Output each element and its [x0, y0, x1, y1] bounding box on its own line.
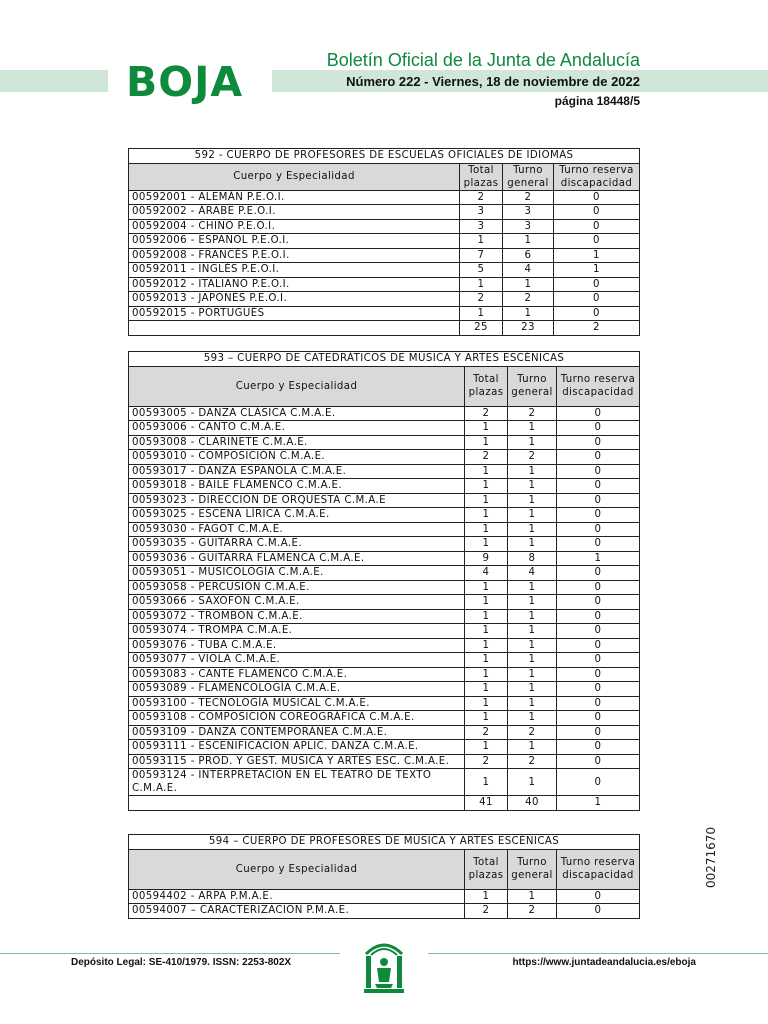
table-row	[129, 711, 640, 726]
total-plazas: 41	[465, 796, 508, 811]
general-cell: 3	[503, 205, 554, 220]
col-total: Total plazas	[465, 366, 508, 406]
total-cell: 1	[465, 889, 508, 904]
col-especialidad: Cuerpo y Especialidad	[129, 163, 460, 190]
total-cell: 1	[465, 682, 508, 697]
especialidad-cell: 00593036 - GUITARRA FLAMENCA C.M.A.E.	[129, 551, 465, 566]
total-general: 40	[508, 796, 557, 811]
total-cell: 1	[465, 653, 508, 668]
especialidad-cell: 00592011 - INGLÉS P.E.O.I.	[129, 263, 460, 278]
especialidad-cell: 00592002 - ÁRABE P.E.O.I.	[129, 205, 460, 220]
table-row	[129, 421, 640, 436]
table-row	[129, 696, 640, 711]
col-reserva: Turno reserva discapacidad	[557, 366, 640, 406]
total-cell: 2	[465, 754, 508, 769]
especialidad-cell: 00592008 - FRANCÉS P.E.O.I.	[129, 248, 460, 263]
boja-logo: BOJA	[126, 58, 244, 106]
table-row	[129, 306, 640, 321]
especialidad-cell: 00593006 - CANTO C.M.A.E.	[129, 421, 465, 436]
reserva-cell: 0	[557, 566, 640, 581]
reserva-cell: 0	[557, 889, 640, 904]
table-row	[129, 740, 640, 755]
especialidad-cell: 00593124 - INTERPRETACIÓN EN EL TEATRO DE TEXTO C.M.A.E.	[129, 769, 465, 796]
especialidad-cell: 00593074 - TROMPA C.M.A.E.	[129, 624, 465, 639]
especialidad-cell: 00592012 - ITALIANO P.E.O.I.	[129, 277, 460, 292]
page-number: página 18448/5	[554, 94, 640, 108]
general-cell: 1	[508, 479, 557, 494]
total-general: 23	[503, 321, 554, 336]
reserva-cell: 1	[554, 248, 640, 263]
section-title: 592 - CUERPO DE PROFESORES DE ESCUELAS OFICIALES DE IDIOMAS	[129, 149, 640, 164]
reserva-cell: 0	[557, 904, 640, 919]
total-cell: 1	[465, 580, 508, 595]
table-row	[129, 190, 640, 205]
total-cell: 1	[460, 234, 503, 249]
table-row	[129, 277, 640, 292]
reserva-cell: 0	[554, 205, 640, 220]
table-row	[129, 595, 640, 610]
col-total: Total plazas	[465, 849, 508, 889]
reserva-cell: 0	[557, 682, 640, 697]
general-cell: 8	[508, 551, 557, 566]
especialidad-cell: 00593017 - DANZA ESPAÑOLA C.M.A.E.	[129, 464, 465, 479]
reserva-cell: 0	[557, 435, 640, 450]
total-cell: 1	[465, 479, 508, 494]
total-cell: 1	[465, 769, 508, 796]
total-cell: 1	[465, 537, 508, 552]
total-cell: 5	[460, 263, 503, 278]
total-cell: 7	[460, 248, 503, 263]
total-cell: 1	[465, 624, 508, 639]
general-cell: 4	[503, 263, 554, 278]
reserva-cell: 0	[557, 725, 640, 740]
reserva-cell: 0	[554, 219, 640, 234]
especialidad-cell: 00593076 - TUBA C.M.A.E.	[129, 638, 465, 653]
general-cell: 1	[508, 595, 557, 610]
table-row	[129, 609, 640, 624]
table-row	[129, 522, 640, 537]
section-title: 594 – CUERPO DE PROFESORES DE MÚSICA Y ARTES ESCÉNICAS	[129, 835, 640, 850]
col-general: Turno general	[508, 849, 557, 889]
reserva-cell: 0	[557, 769, 640, 796]
col-general: Turno general	[503, 163, 554, 190]
table-row	[129, 754, 640, 769]
legal-deposit: Depósito Legal: SE-410/1979. ISSN: 2253-802X	[71, 957, 292, 968]
table-593	[128, 351, 640, 811]
general-cell: 2	[508, 406, 557, 421]
col-reserva: Turno reserva discapacidad	[557, 849, 640, 889]
total-cell: 2	[465, 450, 508, 465]
especialidad-cell: 00593010 - COMPOSICIÓN C.M.A.E.	[129, 450, 465, 465]
reserva-cell: 0	[557, 595, 640, 610]
table-594	[128, 834, 640, 919]
general-cell: 1	[508, 508, 557, 523]
col-especialidad: Cuerpo y Especialidad	[129, 849, 465, 889]
reserva-cell: 0	[557, 609, 640, 624]
col-especialidad: Cuerpo y Especialidad	[129, 366, 465, 406]
general-cell: 6	[503, 248, 554, 263]
table-row	[129, 219, 640, 234]
general-cell: 2	[503, 292, 554, 307]
section-title: 593 – CUERPO DE CATEDRÁTICOS DE MÚSICA Y ARTES ESCÉNICAS	[129, 352, 640, 367]
reserva-cell: 0	[557, 450, 640, 465]
total-cell: 1	[465, 740, 508, 755]
especialidad-cell: 00592015 - PORTUGUÉS	[129, 306, 460, 321]
total-cell: 4	[465, 566, 508, 581]
general-cell: 1	[508, 769, 557, 796]
total-cell: 3	[460, 205, 503, 220]
especialidad-cell: 00593083 - CANTE FLAMENCO C.M.A.E.	[129, 667, 465, 682]
total-cell: 1	[465, 595, 508, 610]
table-row	[129, 769, 640, 796]
table-row	[129, 624, 640, 639]
reserva-cell: 0	[554, 306, 640, 321]
table-row	[129, 904, 640, 919]
table-row	[129, 638, 640, 653]
general-cell: 1	[508, 580, 557, 595]
reserva-cell: 0	[554, 190, 640, 205]
especialidad-cell: 00593035 - GUITARRA C.M.A.E.	[129, 537, 465, 552]
issue-info: Número 222 - Viernes, 18 de noviembre de 2022	[346, 74, 640, 89]
total-cell: 1	[465, 508, 508, 523]
total-cell: 2	[465, 725, 508, 740]
especialidad-cell: 00594402 - ARPA P.M.A.E.	[129, 889, 465, 904]
table-row	[129, 479, 640, 494]
total-cell: 1	[465, 464, 508, 479]
general-cell: 2	[508, 725, 557, 740]
table-row	[129, 435, 640, 450]
reserva-cell: 0	[557, 711, 640, 726]
total-reserva: 1	[557, 796, 640, 811]
general-cell: 1	[503, 234, 554, 249]
reserva-cell: 0	[554, 292, 640, 307]
especialidad-cell: 00593023 - DIRECCIÓN DE ORQUESTA C.M.A.E	[129, 493, 465, 508]
especialidad-cell: 00593025 - ESCENA LÍRICA C.M.A.E.	[129, 508, 465, 523]
especialidad-cell: 00594007 – CARACTERIZACIÓN P.M.A.E.	[129, 904, 465, 919]
general-cell: 1	[508, 889, 557, 904]
document-stamp: 00271670	[704, 826, 718, 888]
total-cell: 9	[465, 551, 508, 566]
table-592	[128, 148, 640, 336]
total-cell: 1	[465, 421, 508, 436]
general-cell: 1	[508, 609, 557, 624]
especialidad-cell: 00592013 - JAPONÉS P.E.O.I.	[129, 292, 460, 307]
total-cell: 1	[465, 711, 508, 726]
especialidad-cell: 00593077 - VIOLA C.M.A.E.	[129, 653, 465, 668]
especialidad-cell: 00592001 - ALEMÁN P.E.O.I.	[129, 190, 460, 205]
table-row	[129, 580, 640, 595]
general-cell: 1	[508, 464, 557, 479]
total-cell: 1	[465, 522, 508, 537]
total-cell: 2	[460, 292, 503, 307]
especialidad-cell: 00592004 - CHINO P.E.O.I.	[129, 219, 460, 234]
col-total: Total plazas	[460, 163, 503, 190]
reserva-cell: 0	[557, 580, 640, 595]
totals-row	[129, 796, 640, 811]
table-row	[129, 889, 640, 904]
general-cell: 1	[508, 653, 557, 668]
table-row	[129, 653, 640, 668]
general-cell: 1	[508, 435, 557, 450]
footer-rule-right	[428, 953, 768, 954]
general-cell: 2	[508, 754, 557, 769]
reserva-cell: 0	[557, 479, 640, 494]
especialidad-cell: 00593072 - TROMBÓN C.M.A.E.	[129, 609, 465, 624]
general-cell: 1	[503, 277, 554, 292]
totals-row	[129, 321, 640, 336]
general-cell: 1	[508, 421, 557, 436]
general-cell: 3	[503, 219, 554, 234]
table-row	[129, 551, 640, 566]
table-row	[129, 234, 640, 249]
especialidad-cell: 00593109 - DANZA CONTEMPORÁNEA C.M.A.E.	[129, 725, 465, 740]
col-reserva: Turno reserva discapacidad	[554, 163, 640, 190]
general-cell: 2	[508, 450, 557, 465]
especialidad-cell: 00593008 - CLARINETE C.M.A.E.	[129, 435, 465, 450]
especialidad-cell: 00593108 - COMPOSICIÓN COREOGRÁFICA C.M.A.E.	[129, 711, 465, 726]
general-cell: 1	[508, 682, 557, 697]
general-cell: 1	[508, 624, 557, 639]
especialidad-cell: 00593058 - PERCUSIÓN C.M.A.E.	[129, 580, 465, 595]
especialidad-cell: 00593030 - FAGOT C.M.A.E.	[129, 522, 465, 537]
bulletin-title: Boletín Oficial de la Junta de Andalucía	[326, 50, 640, 70]
especialidad-cell: 00592006 - ESPAÑOL P.E.O.I.	[129, 234, 460, 249]
general-cell: 1	[508, 667, 557, 682]
reserva-cell: 0	[557, 754, 640, 769]
andalucia-crest-icon	[362, 938, 406, 996]
especialidad-cell: 00593115 - PROD. Y GEST. MÚSICA Y ARTES ESC. C.M.A.E.	[129, 754, 465, 769]
general-cell: 4	[508, 566, 557, 581]
especialidad-cell: 00593100 - TECNOLOGÍA MUSICAL C.M.A.E.	[129, 696, 465, 711]
table-row	[129, 682, 640, 697]
general-cell: 2	[508, 904, 557, 919]
reserva-cell: 0	[557, 624, 640, 639]
reserva-cell: 0	[557, 493, 640, 508]
reserva-cell: 0	[554, 277, 640, 292]
reserva-cell: 0	[557, 522, 640, 537]
total-cell: 2	[465, 904, 508, 919]
table-row	[129, 537, 640, 552]
table-row	[129, 406, 640, 421]
total-cell: 1	[460, 306, 503, 321]
total-reserva: 2	[554, 321, 640, 336]
total-cell: 2	[460, 190, 503, 205]
table-row	[129, 263, 640, 278]
general-cell: 1	[508, 638, 557, 653]
table-row	[129, 292, 640, 307]
table-row	[129, 667, 640, 682]
table-row	[129, 464, 640, 479]
reserva-cell: 0	[557, 653, 640, 668]
reserva-cell: 0	[557, 667, 640, 682]
table-row	[129, 248, 640, 263]
header-band-left	[0, 70, 108, 92]
table-row	[129, 493, 640, 508]
general-cell: 1	[508, 696, 557, 711]
total-cell: 1	[465, 638, 508, 653]
reserva-cell: 0	[557, 696, 640, 711]
total-cell: 1	[465, 493, 508, 508]
total-cell: 1	[465, 696, 508, 711]
table-row	[129, 450, 640, 465]
total-cell: 1	[465, 435, 508, 450]
general-cell: 1	[508, 493, 557, 508]
footer-url[interactable]: https://www.juntadeandalucia.es/eboja	[512, 957, 696, 968]
footer-rule-left	[0, 953, 340, 954]
total-cell: 1	[465, 667, 508, 682]
total-cell: 1	[460, 277, 503, 292]
especialidad-cell: 00593051 - MUSICOLOGÍA C.M.A.E.	[129, 566, 465, 581]
reserva-cell: 1	[557, 551, 640, 566]
reserva-cell: 0	[557, 638, 640, 653]
general-cell: 1	[508, 711, 557, 726]
total-cell: 1	[465, 609, 508, 624]
especialidad-cell: 00593018 - BAILE FLAMENCO C.M.A.E.	[129, 479, 465, 494]
general-cell: 1	[503, 306, 554, 321]
table-row	[129, 508, 640, 523]
especialidad-cell: 00593066 - SAXOFÓN C.M.A.E.	[129, 595, 465, 610]
total-cell: 2	[465, 406, 508, 421]
reserva-cell: 0	[557, 464, 640, 479]
reserva-cell: 0	[557, 421, 640, 436]
especialidad-cell: 00593005 - DANZA CLÁSICA C.M.A.E.	[129, 406, 465, 421]
reserva-cell: 0	[557, 508, 640, 523]
table-row	[129, 205, 640, 220]
reserva-cell: 0	[554, 234, 640, 249]
reserva-cell: 0	[557, 537, 640, 552]
table-row	[129, 566, 640, 581]
total-cell: 3	[460, 219, 503, 234]
reserva-cell: 0	[557, 740, 640, 755]
especialidad-cell: 00593111 - ESCENIFICACIÓN APLIC. DANZA C.M.A.E.	[129, 740, 465, 755]
table-row	[129, 725, 640, 740]
total-plazas: 25	[460, 321, 503, 336]
reserva-cell: 0	[557, 406, 640, 421]
general-cell: 1	[508, 740, 557, 755]
general-cell: 1	[508, 522, 557, 537]
general-cell: 2	[503, 190, 554, 205]
col-general: Turno general	[508, 366, 557, 406]
reserva-cell: 1	[554, 263, 640, 278]
general-cell: 1	[508, 537, 557, 552]
especialidad-cell: 00593089 - FLAMENCOLOGÍA C.M.A.E.	[129, 682, 465, 697]
